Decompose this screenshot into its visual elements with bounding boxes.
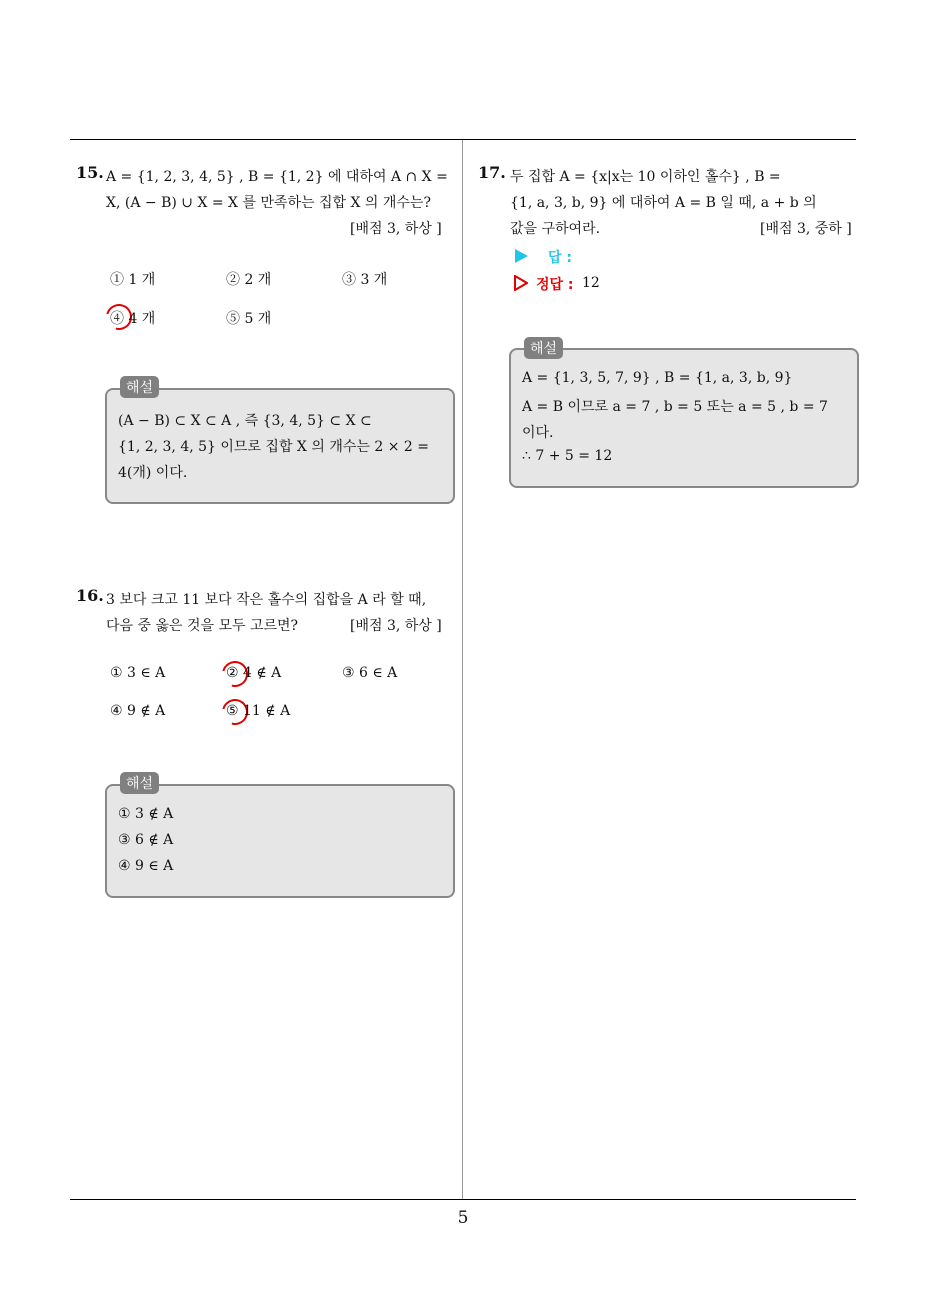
- answer-label: 답 :: [548, 250, 572, 266]
- q15-choice-5[interactable]: ⑤ 5 개: [226, 311, 272, 327]
- q17-text-line1: 두 집합 A = {x|x는 10 이하인 홀수} , B =: [510, 169, 781, 185]
- q15-choice-2[interactable]: ② 2 개: [226, 272, 272, 288]
- q15-choice-3[interactable]: ③ 3 개: [342, 272, 388, 288]
- q16-explanation-line1: ① 3 ∉ A: [118, 806, 174, 822]
- q16-number: 16.: [76, 586, 104, 605]
- q15-meta: [배점 3, 하상 ]: [350, 221, 442, 237]
- column-divider: [462, 140, 463, 1200]
- q15-text-line1: A = {1, 2, 3, 4, 5} , B = {1, 2} 에 대하여 A ∩ X =: [106, 169, 448, 185]
- q17-number: 17.: [478, 163, 506, 182]
- q17-explanation-line3: 이다.: [522, 425, 554, 441]
- correct-label: 정답 :: [536, 277, 574, 293]
- q17-explanation-line2: A = B 이므로 a = 7 , b = 5 또는 a = 5 , b = 7: [522, 399, 828, 415]
- q17-text-line3: 값을 구하여라.: [510, 221, 601, 237]
- correct-arrow-icon: [514, 275, 526, 289]
- answer-arrow-icon: [515, 249, 528, 263]
- q16-choice-2[interactable]: ② 4 ∉ A: [226, 665, 282, 681]
- q16-meta: [배점 3, 하상 ]: [350, 618, 442, 634]
- q16-choice-1[interactable]: ① 3 ∈ A: [110, 665, 166, 681]
- q16-choice-4[interactable]: ④ 9 ∉ A: [110, 703, 166, 719]
- q15-choice-1[interactable]: ① 1 개: [110, 272, 156, 288]
- q15-number: 15.: [76, 163, 104, 182]
- q16-explanation-line3: ④ 9 ∈ A: [118, 858, 174, 874]
- q17-explanation-tag: 해설: [524, 337, 563, 359]
- q15-explanation-line3: 4(개) 이다.: [118, 465, 188, 481]
- q17-meta: [배점 3, 중하 ]: [760, 221, 852, 237]
- q17-explanation-line1: A = {1, 3, 5, 7, 9} , B = {1, a, 3, b, 9}: [522, 370, 793, 386]
- q15-choice-4[interactable]: ④ 4 개: [110, 311, 156, 327]
- q16-explanation-tag: 해설: [120, 772, 159, 794]
- q16-choice-3[interactable]: ③ 6 ∈ A: [342, 665, 398, 681]
- correct-value: 12: [582, 275, 600, 291]
- bottom-rule: [70, 1199, 856, 1200]
- top-rule: [70, 139, 856, 140]
- q15-text-line2: X, (A − B) ∪ X = X 를 만족하는 집합 X 의 개수는?: [106, 195, 431, 211]
- q15-explanation-line1: (A − B) ⊂ X ⊂ A , 즉 {3, 4, 5} ⊂ X ⊂: [118, 413, 372, 429]
- q17-explanation-box: [509, 348, 859, 488]
- q17-text-line2: {1, a, 3, b, 9} 에 대하여 A = B 일 때, a + b 의: [510, 195, 817, 211]
- q16-explanation-line2: ③ 6 ∉ A: [118, 832, 174, 848]
- q16-text-line1: 3 보다 크고 11 보다 작은 홀수의 집합을 A 라 할 때,: [106, 592, 427, 608]
- page-number: 5: [457, 1208, 469, 1228]
- q15-explanation-line2: {1, 2, 3, 4, 5} 이므로 집합 X 의 개수는 2 × 2 =: [118, 439, 429, 455]
- q15-explanation-tag: 해설: [120, 376, 159, 398]
- q16-choice-5[interactable]: ⑤ 11 ∉ A: [226, 703, 291, 719]
- q16-text-line2: 다음 중 옳은 것을 모두 고르면?: [106, 618, 299, 634]
- q17-explanation-line4: ∴ 7 + 5 = 12: [522, 448, 613, 464]
